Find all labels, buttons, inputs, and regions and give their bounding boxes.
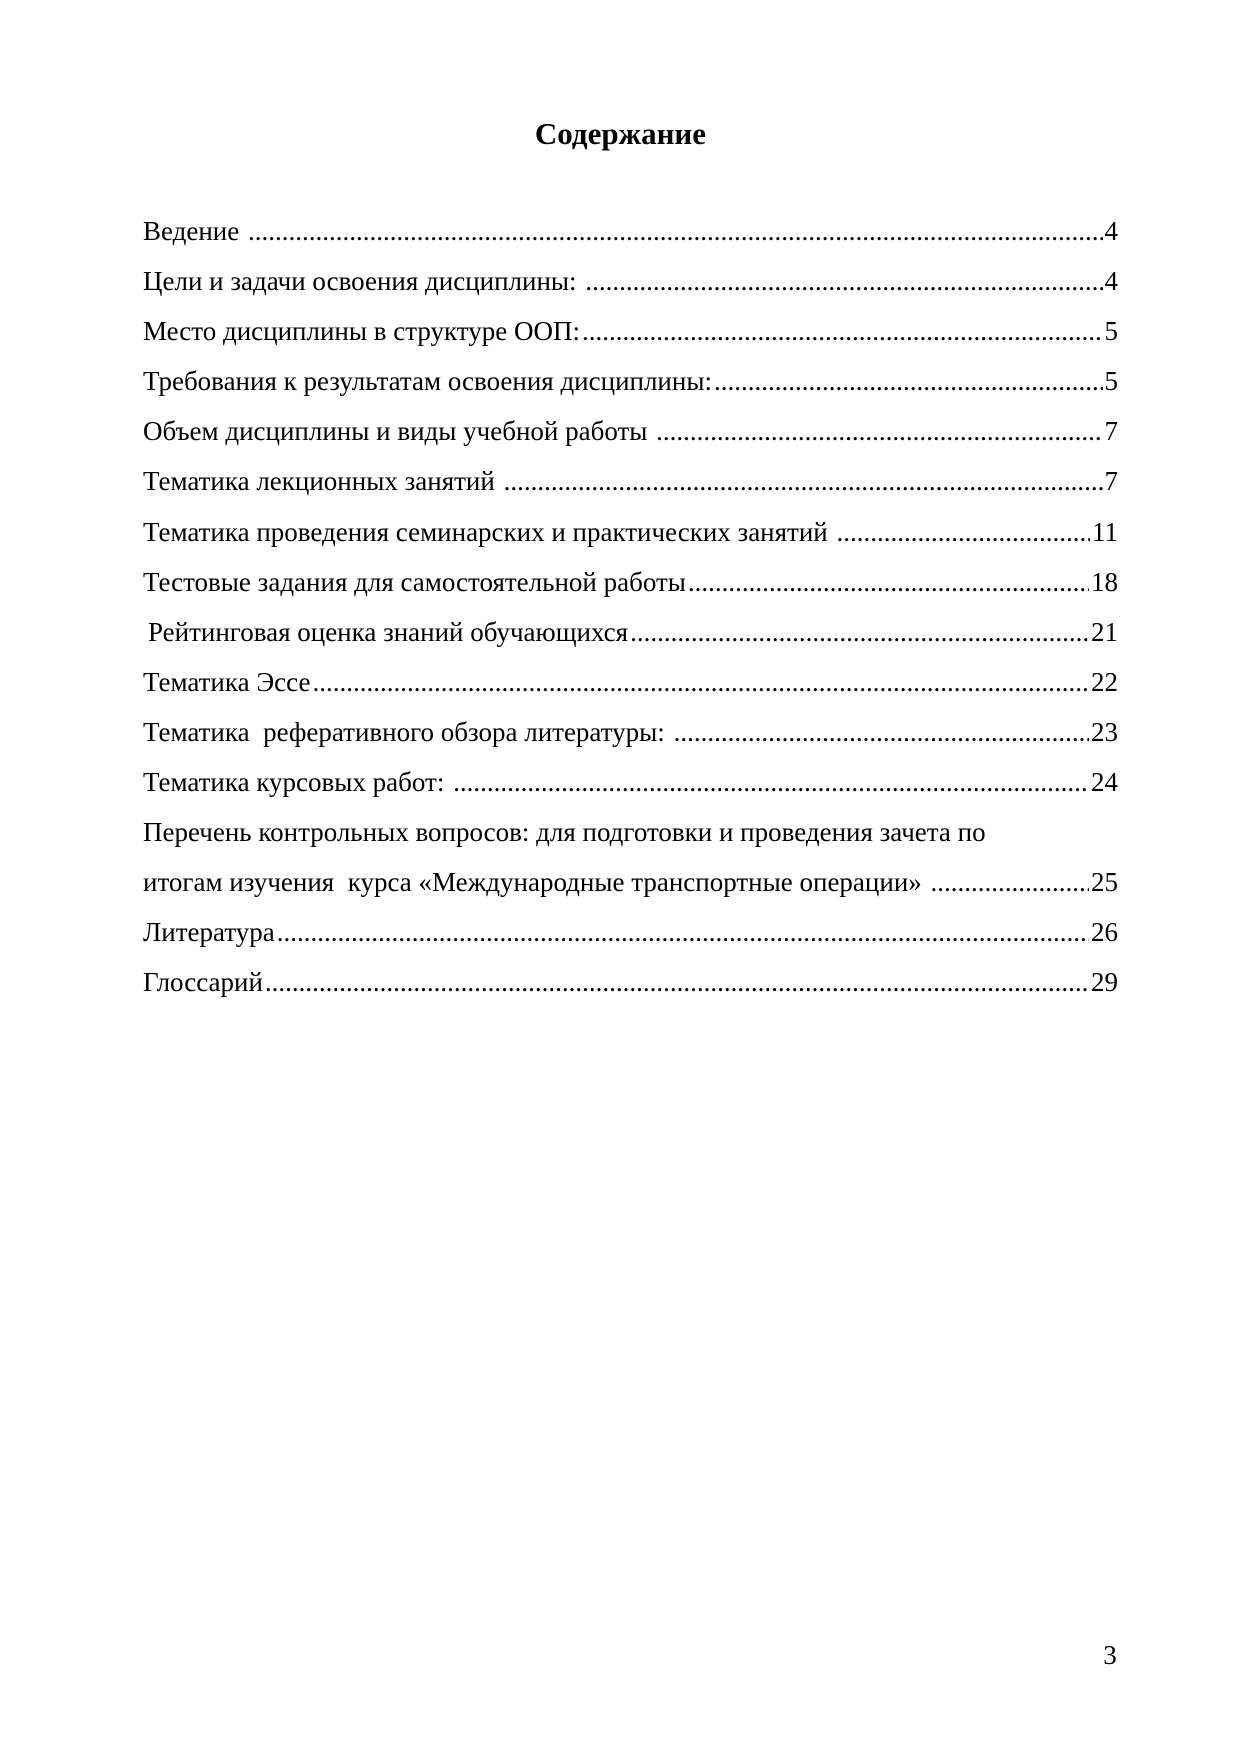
toc-entry-page: 23 xyxy=(1091,716,1118,747)
toc-entry-page: 4 xyxy=(1104,266,1118,297)
toc-entry-abstract[interactable] xyxy=(143,713,1118,763)
toc-leader-dots xyxy=(312,663,1089,701)
toc-entry-essay[interactable] xyxy=(143,663,1118,713)
toc-entry-text-line2: итогам изучения курса «Международные транспортные операции» xyxy=(143,867,929,898)
toc-entry-page: 7 xyxy=(1104,416,1118,447)
toc-leader-dots xyxy=(248,212,1103,250)
toc-entry-text: Цели и задачи освоения дисциплины: xyxy=(143,266,584,297)
toc-entry-text: Требования к результатам освоения дисциплины: xyxy=(143,366,712,397)
toc-entry-text: Тестовые задания для самостоятельной работы xyxy=(143,566,686,597)
toc-entry-last-line xyxy=(143,863,1118,913)
toc-entry-page: 29 xyxy=(1091,967,1118,998)
toc-leader-dots xyxy=(630,613,1089,651)
toc-leader-dots xyxy=(453,763,1089,801)
toc-entry-introduction[interactable] xyxy=(143,212,1118,262)
toc-entry-control-questions[interactable] xyxy=(143,813,1118,913)
toc-entry-text: Ведение xyxy=(143,216,246,246)
toc-entry-page: 24 xyxy=(1091,767,1118,798)
toc-entry-literature[interactable] xyxy=(143,913,1118,963)
toc-entry-page: 26 xyxy=(1091,917,1118,948)
toc-entry-place[interactable] xyxy=(143,312,1118,362)
toc-entry-tests[interactable] xyxy=(143,563,1118,613)
page-number: 3 xyxy=(1103,1640,1117,1670)
toc-leader-dots xyxy=(714,362,1103,400)
toc-entry-seminars[interactable] xyxy=(143,513,1118,563)
toc-entry-text: Тематика лекционных занятий xyxy=(143,466,502,497)
toc-entry-page: 7 xyxy=(1104,466,1118,497)
toc-leader-dots xyxy=(582,312,1103,350)
toc-entry-text: Рейтинговая оценка знаний обучающихся xyxy=(148,616,629,647)
toc-entry-lectures[interactable] xyxy=(143,462,1118,512)
toc-entry-page: 25 xyxy=(1091,867,1118,898)
toc-entry-rating[interactable] xyxy=(143,613,1118,663)
toc-entry-page: 11 xyxy=(1092,516,1118,547)
toc-entry-text: Тематика Эссе xyxy=(143,666,311,697)
toc-entry-requirements[interactable] xyxy=(143,362,1118,412)
toc-leader-dots xyxy=(265,963,1089,1001)
toc-entry-page: 5 xyxy=(1104,366,1118,397)
toc-leader-dots xyxy=(674,713,1089,751)
toc-entry-page: 18 xyxy=(1091,566,1118,597)
toc-entry-text-line1: Перечень контрольных вопросов: для подготовки и проведения зачета по xyxy=(143,817,986,848)
toc-entry-text: Объем дисциплины и виды учебной работы xyxy=(143,416,655,447)
toc-entry-page: 4 xyxy=(1104,216,1118,246)
toc-entry-text: Место дисциплины в структуре ООП: xyxy=(143,316,580,347)
toc-entry-page: 21 xyxy=(1091,616,1118,647)
toc-entry-page: 5 xyxy=(1104,316,1118,347)
toc-leader-dots xyxy=(277,913,1089,951)
toc-leader-dots xyxy=(504,462,1103,500)
toc-leader-dots xyxy=(585,262,1102,300)
toc-entry-text: Тематика реферативного обзора литературы: xyxy=(143,716,672,747)
toc-entry-volume[interactable] xyxy=(143,412,1118,462)
toc-entry-text: Глоссарий xyxy=(143,967,263,998)
toc-entry-page: 22 xyxy=(1091,666,1118,697)
toc-entry-text: Литература xyxy=(143,917,275,948)
toc-leader-dots xyxy=(688,563,1089,601)
toc-leader-dots xyxy=(931,863,1089,901)
toc-entry-goals[interactable] xyxy=(143,262,1118,312)
table-of-contents xyxy=(143,212,1118,1014)
toc-entry-glossary[interactable] xyxy=(143,963,1118,1013)
page-title: Содержание xyxy=(534,116,707,151)
toc-leader-dots xyxy=(837,513,1091,551)
toc-entry-text: Тематика курсовых работ: xyxy=(143,767,452,798)
toc-entry-coursework[interactable] xyxy=(143,763,1118,813)
toc-entry-text: Тематика проведения семинарских и практических занятий xyxy=(143,516,835,547)
toc-leader-dots xyxy=(656,412,1102,450)
